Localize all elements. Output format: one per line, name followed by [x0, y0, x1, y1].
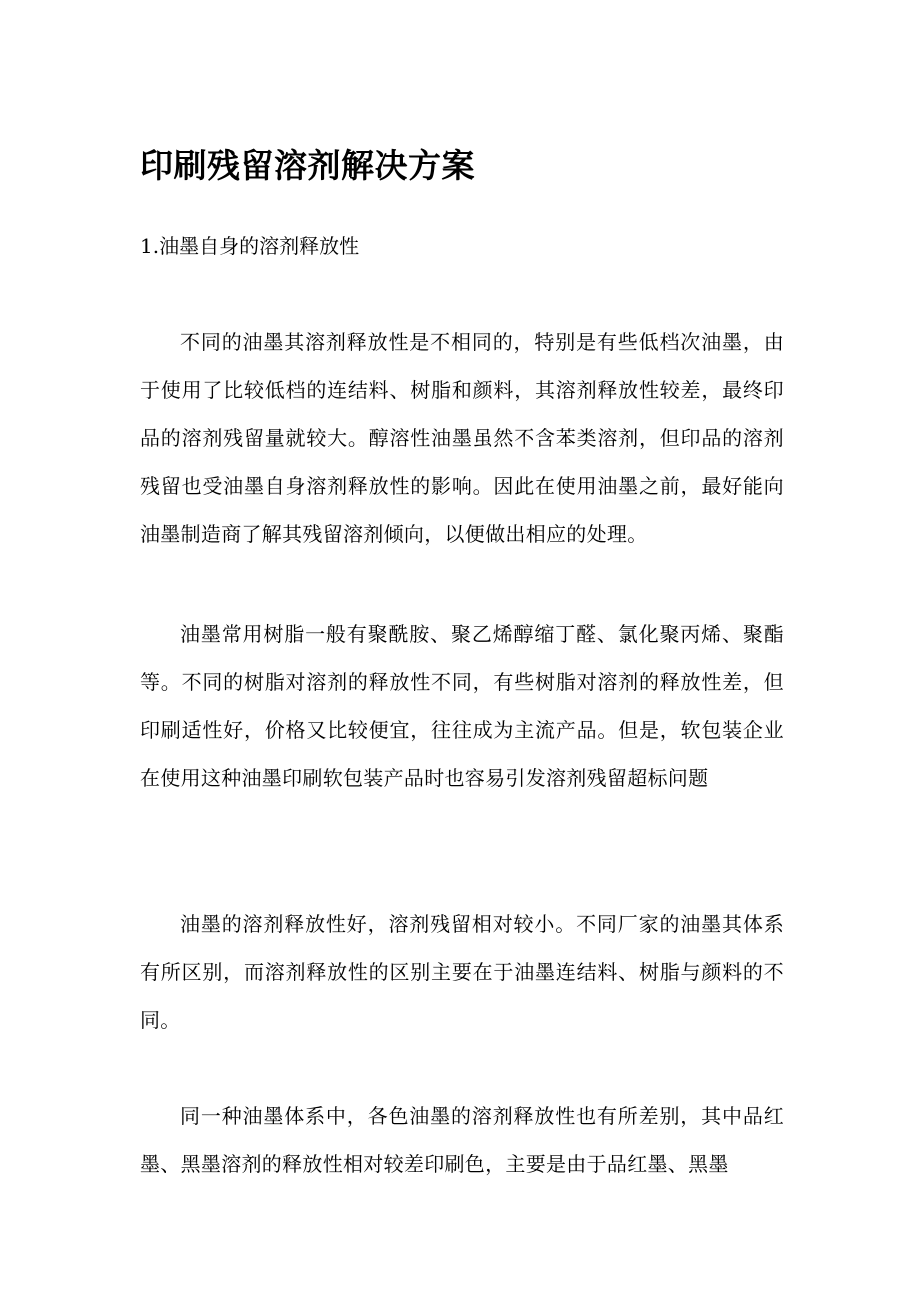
paragraph: 油墨的溶剂释放性好，溶剂残留相对较小。不同厂家的油墨其体系有所区别，而溶剂释放性的区别主要在于油墨连结料、树脂与颜料的不同。	[140, 912, 784, 1032]
paragraph: 同一种油墨体系中，各色油墨的溶剂释放性也有所差别，其中品红墨、黑墨溶剂的释放性相对较差印刷色，主要是由于品红墨、黑墨	[140, 1104, 784, 1176]
section-heading: 1.油墨自身的溶剂释放性	[140, 234, 360, 258]
paragraph: 不同的油墨其溶剂释放性是不相同的，特别是有些低档次油墨，由于使用了比较低档的连结料、树脂和颜料，其溶剂释放性较差，最终印品的溶剂残留量就较大。醇溶性油墨虽然不含苯类溶剂，但印品的溶剂残留也受油墨自身溶剂释放性的影响。因此在使用油墨之前，最好能向油墨制造商了解其残留溶剂倾向，以便做出相应的处理。	[140, 330, 784, 546]
document-title: 印刷残留溶剂解决方案	[140, 146, 475, 185]
paragraph: 油墨常用树脂一般有聚酰胺、聚乙烯醇缩丁醛、氯化聚丙烯、聚酯等。不同的树脂对溶剂的释放性不同，有些树脂对溶剂的释放性差，但印刷适性好，价格又比较便宜，往往成为主流产品。但是，软包装企业在使用这种油墨印刷软包装产品时也容易引发溶剂残留超标问题	[140, 622, 784, 790]
